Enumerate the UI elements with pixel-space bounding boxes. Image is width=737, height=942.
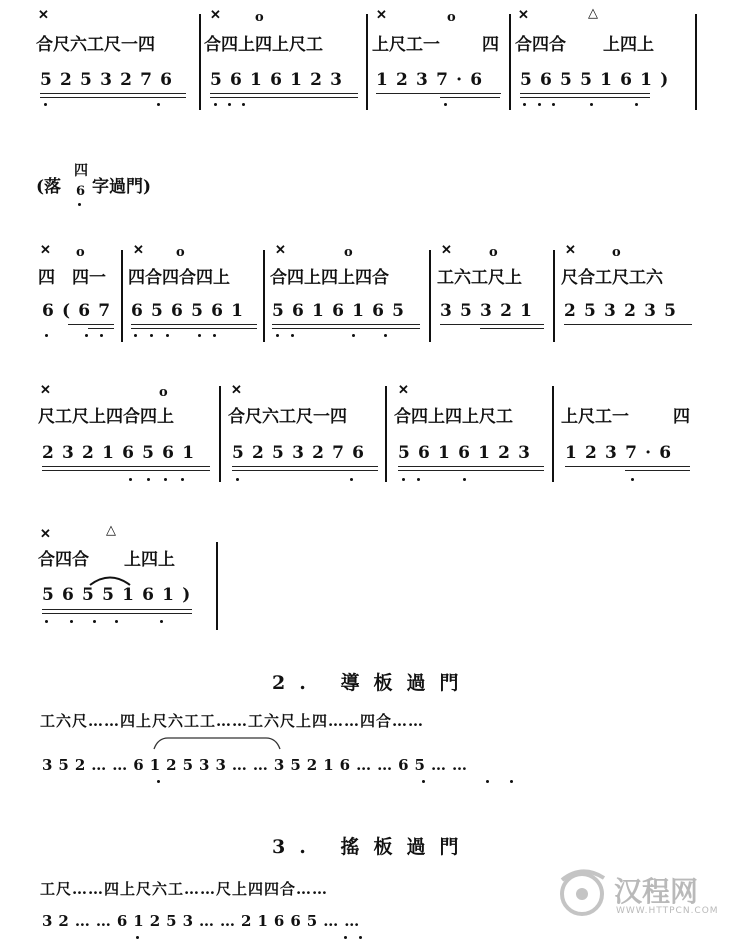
- low-octave-dot: [70, 620, 73, 623]
- accent-triangle-mark: △: [106, 523, 116, 538]
- jianpu-line: 656561: [131, 301, 252, 321]
- gongche-line: 上四上: [124, 550, 175, 570]
- accent-o-mark: o: [344, 245, 353, 260]
- low-octave-dot: [45, 620, 48, 623]
- low-octave-dot: [93, 620, 96, 623]
- low-octave-dot: [384, 334, 387, 337]
- bar-line: [263, 250, 265, 342]
- accent-x-mark: ✕: [133, 243, 144, 258]
- bar-line: [366, 14, 368, 110]
- low-octave-dot: [344, 936, 347, 939]
- accent-x-mark: ✕: [441, 243, 452, 258]
- low-octave-dot: [242, 103, 245, 106]
- accent-x-mark: ✕: [40, 243, 51, 258]
- accent-x-mark: ✕: [398, 383, 409, 398]
- bar-line: [199, 14, 201, 110]
- accent-x-mark: ✕: [565, 243, 576, 258]
- gongche-line: 工尺……四上尺六工……尺上四四合……: [40, 880, 329, 898]
- low-octave-dot: [157, 103, 160, 106]
- gongche-line: 工六工尺上: [437, 268, 522, 288]
- low-octave-dot: [157, 780, 160, 783]
- label-suffix: 字過門): [92, 177, 152, 197]
- beat-underline: [440, 97, 500, 98]
- beat-underline: [232, 470, 378, 471]
- label-stack-top: 四: [74, 163, 88, 179]
- bar-line: [553, 250, 555, 342]
- low-octave-dot: [115, 620, 118, 623]
- watermark-url: WWW.HTTPCN.COM: [616, 906, 719, 916]
- beat-underline: [625, 470, 690, 471]
- jianpu-line: 5655161): [42, 585, 199, 605]
- beat-underline: [565, 466, 690, 467]
- low-octave-dot: [486, 780, 489, 783]
- low-octave-dot: [198, 334, 201, 337]
- low-octave-dot: [100, 334, 103, 337]
- beat-underline: [272, 324, 420, 325]
- section-heading: 2. 導板過門: [272, 672, 473, 694]
- beat-underline: [272, 328, 420, 329]
- beat-underline: [131, 328, 257, 329]
- beat-underline: [40, 93, 186, 94]
- gongche-line: 四: [673, 407, 690, 427]
- gongche-line: 合四合: [515, 35, 566, 55]
- low-octave-dot: [276, 334, 279, 337]
- accent-triangle-mark: △: [588, 6, 598, 21]
- accent-x-mark: ✕: [40, 383, 51, 398]
- low-octave-dot: [590, 103, 593, 106]
- label-stack-bottom: 6: [76, 184, 86, 199]
- gongche-line: 上尺工一: [372, 35, 440, 55]
- beat-underline: [564, 324, 692, 325]
- beat-underline: [480, 328, 544, 329]
- beat-underline: [232, 466, 378, 467]
- low-octave-dot: [631, 478, 634, 481]
- low-octave-dot: [147, 478, 150, 481]
- accent-x-mark: ✕: [231, 383, 242, 398]
- low-octave-dot: [635, 103, 638, 106]
- jianpu-line: 5253276: [232, 443, 373, 463]
- beat-underline: [40, 97, 186, 98]
- low-octave-dot: [136, 936, 139, 939]
- beat-underline: [210, 93, 358, 94]
- beat-underline: [42, 466, 210, 467]
- beat-underline: [520, 93, 650, 94]
- beat-underline: [68, 324, 114, 325]
- accent-o-mark: o: [255, 10, 264, 25]
- beat-underline: [398, 470, 544, 471]
- section-heading: 3. 搖板過門: [272, 836, 473, 858]
- gongche-line: 工六尺……四上尺六工工……工六尺上四……四合……: [40, 712, 425, 730]
- bar-line: [121, 250, 123, 342]
- beat-underline: [376, 93, 501, 94]
- accent-o-mark: o: [76, 245, 85, 260]
- accent-o-mark: o: [159, 385, 168, 400]
- low-octave-dot: [213, 334, 216, 337]
- low-octave-dot: [85, 334, 88, 337]
- jianpu-line: 35321: [440, 301, 541, 321]
- low-octave-dot: [538, 103, 541, 106]
- low-octave-dot: [422, 780, 425, 783]
- low-octave-dot: [164, 478, 167, 481]
- low-octave-dot: [402, 478, 405, 481]
- gongche-line: 合尺六工尺一四: [36, 35, 155, 55]
- jianpu-line: 32……61253……21665……: [42, 912, 366, 930]
- low-octave-dot: [44, 103, 47, 106]
- bar-line: [552, 386, 554, 482]
- low-octave-dot: [463, 478, 466, 481]
- accent-x-mark: ✕: [40, 527, 51, 542]
- low-octave-dot: [181, 478, 184, 481]
- jianpu-line: 253235: [564, 301, 685, 321]
- jianpu-line: 5616123: [398, 443, 539, 463]
- label-prefix: (落: [36, 177, 62, 197]
- beat-underline: [210, 97, 358, 98]
- accent-x-mark: ✕: [38, 8, 49, 23]
- jianpu-line: 5655161): [520, 70, 677, 90]
- gongche-line: 合四上四上尺工: [204, 35, 323, 55]
- accent-o-mark: o: [489, 245, 498, 260]
- gongche-line: 四: [482, 35, 499, 55]
- low-octave-dot: [444, 103, 447, 106]
- gongche-line: 尺合工尺工六: [561, 268, 663, 288]
- low-octave-dot: [291, 334, 294, 337]
- low-octave-dot: [510, 780, 513, 783]
- bar-line: [216, 542, 218, 630]
- low-octave-dot: [350, 478, 353, 481]
- accent-x-mark: ✕: [275, 243, 286, 258]
- low-octave-dot: [166, 334, 169, 337]
- bar-line: [695, 14, 697, 110]
- watermark-logo-icon: [552, 862, 612, 922]
- jianpu-line: 23216561: [42, 443, 203, 463]
- beat-underline: [520, 97, 650, 98]
- jianpu-line: 5616123: [210, 70, 351, 90]
- low-octave-dot: [228, 103, 231, 106]
- gongche-line: 四: [38, 268, 55, 288]
- jianpu-line: 6(67: [42, 301, 119, 321]
- gongche-line: 四一: [72, 268, 106, 288]
- low-octave-dot: [129, 478, 132, 481]
- phrase-bracket: [152, 736, 282, 750]
- gongche-line: 合四上四上尺工: [394, 407, 513, 427]
- gongche-line: 合尺六工尺一四: [228, 407, 347, 427]
- beat-underline: [440, 324, 544, 325]
- bar-line: [385, 386, 387, 482]
- beat-underline: [398, 466, 544, 467]
- gongche-line: 合四上四上四合: [270, 268, 389, 288]
- watermark-brand: 汉程网: [614, 875, 699, 908]
- gongche-line: 尺工尺上四合四上: [38, 407, 174, 427]
- low-octave-dot: [78, 203, 81, 206]
- gongche-line: 上四上: [603, 35, 654, 55]
- low-octave-dot: [523, 103, 526, 106]
- low-octave-dot: [160, 620, 163, 623]
- accent-x-mark: ✕: [518, 8, 529, 23]
- jianpu-line: 5616165: [272, 301, 413, 321]
- accent-o-mark: o: [447, 10, 456, 25]
- bar-line: [509, 14, 511, 110]
- bar-line: [429, 250, 431, 342]
- beat-underline: [42, 609, 192, 610]
- beat-underline: [131, 324, 257, 325]
- jianpu-line: 1237·6: [376, 70, 491, 90]
- low-octave-dot: [359, 936, 362, 939]
- low-octave-dot: [417, 478, 420, 481]
- beat-underline: [88, 328, 114, 329]
- gongche-line: 上尺工一: [561, 407, 629, 427]
- gongche-line: 合四合: [38, 550, 89, 570]
- low-octave-dot: [552, 103, 555, 106]
- slur-arc: [88, 572, 132, 586]
- bar-line: [219, 386, 221, 482]
- low-octave-dot: [150, 334, 153, 337]
- gongche-line: 四合四合四上: [128, 268, 230, 288]
- beat-underline: [42, 470, 210, 471]
- low-octave-dot: [352, 334, 355, 337]
- accent-x-mark: ✕: [210, 8, 221, 23]
- low-octave-dot: [134, 334, 137, 337]
- beat-underline: [42, 613, 192, 614]
- low-octave-dot: [214, 103, 217, 106]
- jianpu-line: 352……612533……35216……65……: [42, 756, 473, 774]
- accent-x-mark: ✕: [376, 8, 387, 23]
- jianpu-line: 1237·6: [565, 443, 680, 463]
- low-octave-dot: [236, 478, 239, 481]
- low-octave-dot: [45, 334, 48, 337]
- jianpu-line: 5253276: [40, 70, 181, 90]
- accent-o-mark: o: [612, 245, 621, 260]
- accent-o-mark: o: [176, 245, 185, 260]
